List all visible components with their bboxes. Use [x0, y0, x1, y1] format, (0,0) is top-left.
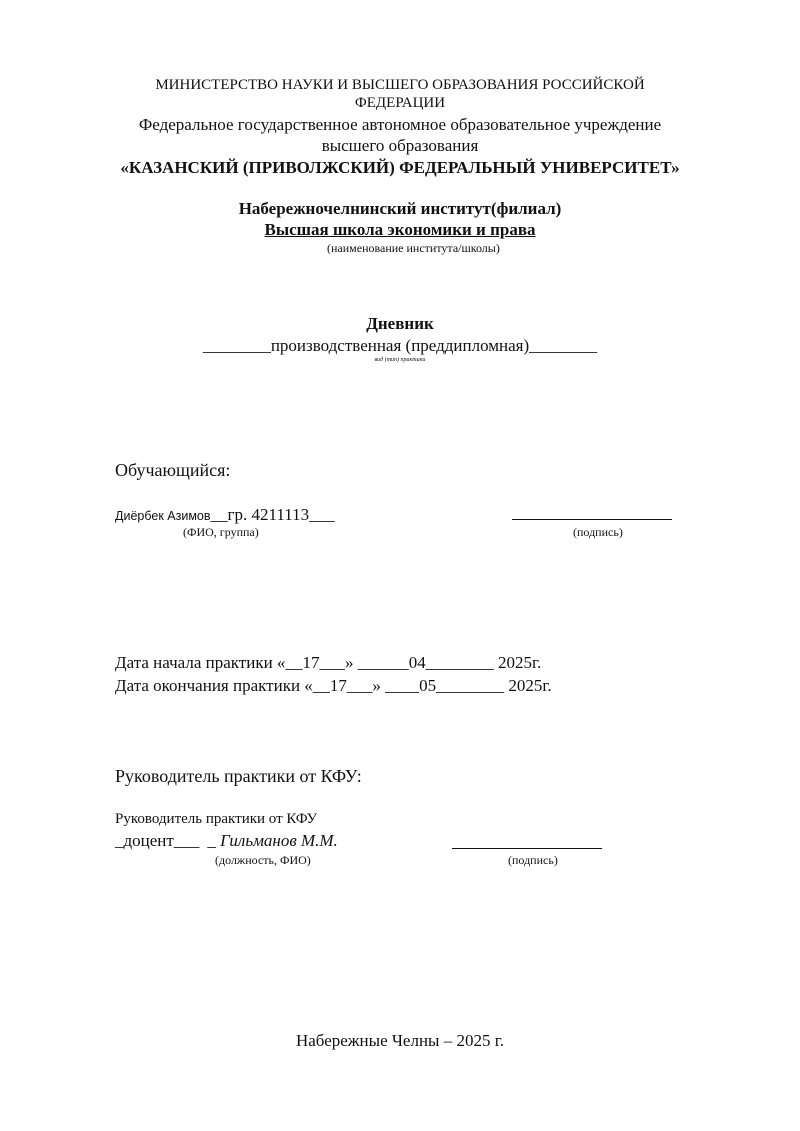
- end-sep: »: [372, 676, 386, 695]
- university-name: «КАЗАНСКИЙ (ПРИВОЛЖСКИЙ) ФЕДЕРАЛЬНЫЙ УНИВЕРСИТЕТ»: [120, 158, 680, 177]
- start-day: __17___: [285, 653, 345, 672]
- end-day: __17___: [312, 676, 373, 695]
- student-label: Обучающийся:: [115, 460, 231, 480]
- ministry-line-2: ФЕДЕРАЦИИ: [354, 95, 446, 111]
- ministry-line-1: МИНИСТЕРСТВО НАУКИ И ВЫСШЕГО ОБРАЗОВАНИЯ РОССИЙСКОЙ: [155, 77, 645, 93]
- end-date-label: Дата окончания практики «: [115, 676, 313, 695]
- end-year: 2025г.: [504, 676, 552, 695]
- student-signature-caption: (подпись): [573, 525, 623, 539]
- end-date-row: [115, 676, 552, 696]
- school-name: Высшая школа экономики и права: [264, 220, 536, 239]
- start-month: ______04________: [357, 653, 494, 672]
- supervisor-name-caption: (должность, ФИО): [215, 853, 311, 867]
- institute-name: Набережночелнинский институт(филиал): [238, 199, 562, 218]
- practice-type-caption: вид (тип) практики: [374, 357, 426, 363]
- supervisor-signature-line: [452, 848, 602, 849]
- end-month: ____05________: [385, 676, 505, 695]
- institution-line-2: высшего образования: [321, 136, 479, 155]
- supervisor-heading: Руководитель практики от КФУ:: [115, 766, 362, 786]
- supervisor-name: _ Гильманов М.М.: [207, 831, 338, 850]
- practice-type: ________производственная (преддипломная)________: [202, 336, 598, 355]
- student-name-caption: (ФИО, группа): [183, 525, 259, 539]
- supervisor-position-name: [115, 831, 338, 851]
- start-date-label: Дата начала практики «: [115, 653, 286, 672]
- supervisor-label: Руководитель практики от КФУ: [115, 811, 318, 827]
- student-signature-line: [512, 519, 672, 520]
- document-title: Дневник: [366, 314, 434, 333]
- start-date-row: [115, 653, 541, 673]
- student-name: Диёрбек Азимов: [115, 509, 211, 523]
- school-caption: (наименование института/школы): [327, 241, 500, 255]
- institution-line-1: Федеральное государственное автономное образовательное учреждение: [138, 115, 662, 134]
- supervisor-position: _доцент___: [115, 831, 200, 850]
- student-group: __гр. 4211113___: [210, 505, 335, 524]
- supervisor-signature-caption: (подпись): [508, 853, 558, 867]
- footer-city-year: Набережные Челны – 2025 г.: [295, 1031, 505, 1050]
- start-sep: »: [344, 653, 358, 672]
- start-year: 2025г.: [493, 653, 542, 672]
